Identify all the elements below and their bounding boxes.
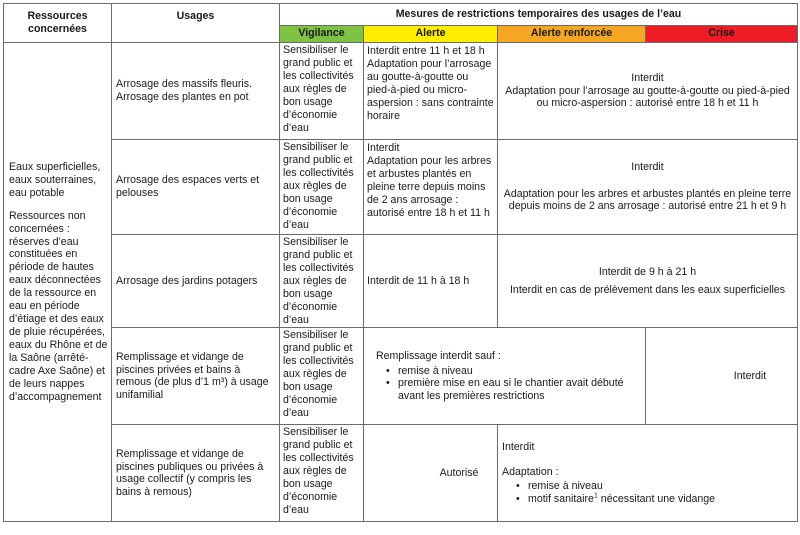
list-item: [528, 493, 794, 506]
vigilance-cell: Sensibiliser le grand public et les collectivités aux règles de bon usage d’économie d’eau: [280, 235, 364, 328]
vigilance-cell: Sensibiliser le grand public et les collectivités aux règles de bon usage d’économie d’eau: [280, 328, 364, 425]
crise-cell: Interdit: [646, 328, 798, 425]
exceptions-list: [376, 365, 642, 404]
measure-subtitle: Adaptation :: [502, 465, 559, 478]
vigilance-cell: Sensibiliser le grand public et les collectivités aux règles de bon usage d’économie d’eau: [280, 43, 364, 140]
usage-cell: Remplissage et vidange de piscines publiques ou privées à usage collectif (y compris les bains à remous): [112, 425, 280, 522]
ressources-cell: [4, 43, 112, 522]
renforcee-crise-cell: [498, 235, 798, 328]
level-alerte: Alerte: [364, 25, 498, 42]
list-item-suffix: nécessitant une vidange: [597, 493, 716, 506]
table-row: [4, 235, 798, 328]
renforcee-crise-cell: [498, 425, 798, 522]
measure-title: Interdit: [502, 440, 535, 453]
renforcee-crise-cell: [498, 140, 798, 235]
header-usages: Usages: [112, 4, 280, 43]
usage-cell: Arrosage des jardins potagers: [112, 235, 280, 328]
alerte-line: Interdit: [367, 142, 400, 154]
header-mesures: Mesures de restrictions temporaires des usages de l’eau: [280, 4, 798, 26]
list-item: • remise à niveau: [398, 365, 642, 378]
level-crise: Crise: [646, 25, 798, 42]
list-item: • première mise en eau si le chantier avait débuté avant les premières restrictions: [398, 377, 642, 403]
ressources-non-concernees: Ressources non concernées : réserves d’eau constituées en période de hautes eaux déconnectées de la ressource en eau en période d’étiage et des eaux de pluie récupérées, eaux du Rhône et de la Saône (arrêté-cadre Axe Saône) et de leurs nappes d’accompagnement: [9, 209, 108, 403]
level-alerte-renforcee: Alerte renforcée: [498, 25, 646, 42]
footnote-mark: 1: [593, 492, 598, 500]
measure-title: Remplissage interdit sauf :: [376, 349, 501, 362]
list-item-text: motif sanitaire: [528, 493, 594, 506]
table-row: [4, 43, 798, 140]
alerte-line: Adaptation pour l’arrosage au goutte-à-goutte ou pied-à-pied ou micro-aspersion : sans contrainte horaire: [367, 57, 494, 122]
ressources-concernees: Eaux superficielles, eaux souterraines, eau potable: [9, 160, 101, 199]
alerte-cell: [364, 43, 498, 140]
table-row: [4, 328, 798, 425]
measure-line: Interdit de 9 h à 21 h: [598, 265, 697, 278]
usage-cell: Arrosage des massifs fleuris. Arrosage des plantes en pot: [112, 43, 280, 140]
usage-cell: Remplissage et vidange de piscines privées et bains à remous (de plus d’1 m³) à usage unifamilial: [112, 328, 280, 425]
measure-line: Interdit: [631, 71, 664, 84]
measure-line: Adaptation pour l’arrosage au goutte-à-goutte ou pied-à-pied ou micro-aspersion : autorisé entre 18 h et 11 h: [505, 84, 790, 110]
exceptions-list: [502, 480, 794, 506]
alerte-cell: Autorisé: [364, 425, 498, 522]
measure-line: Interdit: [631, 160, 664, 173]
list-item: • remise à niveau: [528, 480, 794, 493]
vigilance-cell: Sensibiliser le grand public et les collectivités aux règles de bon usage d’économie d’eau: [280, 425, 364, 522]
alerte-cell: Interdit de 11 h à 18 h: [364, 235, 498, 328]
level-vigilance: Vigilance: [280, 25, 364, 42]
measure-line: Interdit en cas de prélèvement dans les eaux superficielles: [509, 283, 785, 296]
alerte-renforcee-cell: [364, 328, 646, 425]
header-ressources: Ressources concernées: [4, 4, 112, 43]
table-row: [4, 425, 798, 522]
vigilance-cell: Sensibiliser le grand public et les collectivités aux règles de bon usage d’économie d’eau: [280, 140, 364, 235]
table-row: [4, 140, 798, 235]
restrictions-table: [3, 3, 798, 522]
measure-line: Adaptation pour les arbres et arbustes plantés en pleine terre depuis moins de 2 ans arrosage : autorisé entre 21 h et 9 h: [503, 187, 792, 213]
alerte-line: Adaptation pour les arbres et arbustes plantés en pleine terre depuis moins de 2 ans arrosage : autorisé entre 18 h et 11 h: [367, 154, 492, 219]
alerte-line: Interdit entre 11 h et 18 h: [367, 45, 485, 57]
alerte-cell: [364, 140, 498, 235]
usage-cell: Arrosage des espaces verts et pelouses: [112, 140, 280, 235]
header-row: [4, 4, 798, 26]
renforcee-crise-cell: [498, 43, 798, 140]
